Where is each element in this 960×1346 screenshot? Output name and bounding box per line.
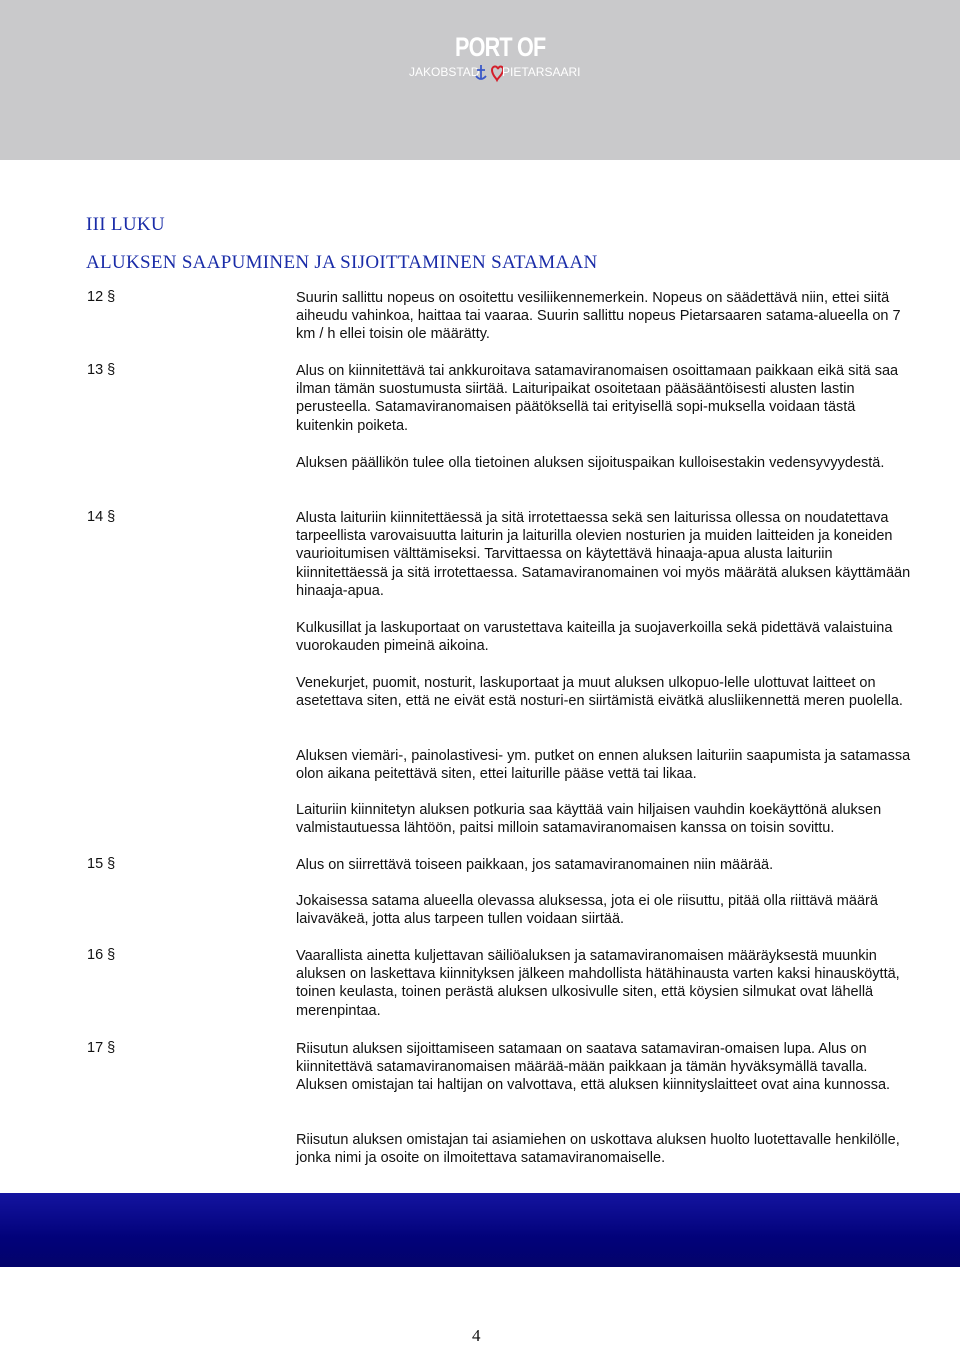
- paragraph: Laituriin kiinnitetyn aluksen potkuria saa käyttää vain hiljaisen vauhdin koekäyttönä aluksen valmistautuessa lähtöön, paitsi milloin satamaviranomaisen kanssa on toisin sovittu.: [296, 802, 882, 837]
- port-logo: [405, 32, 581, 88]
- paragraph: Riisutun aluksen sijoittamiseen satamaan on saatava satamaviran-omaisen lupa. Alus on kiinnitettävä satamaviranomaisen määrää-mään paikkaan ja tämän hyväksymällä tavalla. Aluksen omistajan tai haltijan on valvottava, että aluksen kiinnityslaitteet ovat aina kunnossa.: [296, 1041, 891, 1094]
- paragraph: Venekurjet, puomit, nosturit, laskuportaat ja muut aluksen ulkopuo-lelle ulottuvat laitteet on asetettava siten, että ne eivät estä nosturi-en siirtämistä eivätkä alusliikennettä meren puolella.: [296, 675, 903, 710]
- header-band: [0, 0, 960, 160]
- chapter-title: ALUKSEN SAAPUMINEN JA SIJOITTAMINEN SATAMAAN: [86, 252, 598, 273]
- paragraph: Suurin sallittu nopeus on osoitettu vesiliikennemerkein. Nopeus on säädettävä niin, ettei siitä aiheudu vahinkoa, haittaa tai vaaraa. Suurin sallittu nopeus Pietarsaaren satama-alueella on 7 km / h ellei toisin ole määrätty.: [296, 290, 901, 343]
- paragraph: Kulkusillat ja laskuportaat on varustettava kaiteilla ja suojaverkoilla sekä pidettävä valaistuina vuorokauden pimeinä aikoina.: [296, 620, 893, 655]
- section-number: 15 §: [87, 856, 116, 872]
- page-number: 4: [472, 1326, 481, 1345]
- section-number: 14 §: [87, 509, 116, 525]
- section-number: 16 §: [87, 947, 116, 963]
- logo-right-text: PIETARSAARI: [502, 65, 581, 79]
- section-number: 13 §: [87, 362, 116, 378]
- paragraph: Aluksen viemäri-, painolastivesi- ym. putket on ennen aluksen laituriin saapumista ja satamassa olon aikana peitettävä siten, ettei laiturille pääse vettä tai likaa.: [296, 748, 911, 783]
- footer-band: [0, 1193, 960, 1267]
- chapter-number: III LUKU: [86, 214, 165, 235]
- paragraph: Alusta laituriin kiinnitettäessä ja sitä irrotettaessa sekä sen laiturissa ollessa on noudatettava tarpeellista varovaisuutta laiturin ja laiturilla olevien nosturien ja muiden laitteiden ja koneiden vaurioitumisen välttämiseksi. Tarvittaessa on käytettävä hinaaja-apua alusta laituriin kiinnitettäessä ja sitä irrotettaessa. Satamaviranomainen voi myös määrätä aluksen käyttämään hinaaja-apua.: [296, 510, 911, 599]
- paragraph: Alus on kiinnitettävä tai ankkuroitava satamaviranomaisen osoittamaan paikkaan eikä sitä saa ilman tämän suostumusta siirtää. Laituripaikat osoitetaan pääsääntöisesti alusten lastin perusteella. Satamaviranomaisen päätöksellä tai erityisellä sopi-muksella voidaan tästä kuitenkin poiketa.: [296, 363, 899, 434]
- paragraph: Riisutun aluksen omistajan tai asiamiehen on uskottava aluksen huolto luotettavalle henkilölle, jonka nimi ja osoite on ilmoitettava satamaviranomaiselle.: [296, 1132, 900, 1167]
- paragraph: Jokaisessa satama alueella olevassa aluksessa, jota ei ole riisuttu, pitää olla riittävä määrä laivaväkeä, jotta alus tarpeen tullen voidaan siirtää.: [296, 893, 878, 928]
- logo-left-text: JAKOBSTAD: [409, 65, 480, 79]
- logo-title: PORT OF: [455, 32, 546, 62]
- paragraph: Aluksen päällikön tulee olla tietoinen aluksen sijoituspaikan kulloisestakin vedensyvyydestä.: [296, 455, 885, 471]
- paragraph: Alus on siirrettävä toiseen paikkaan, jos satamaviranomainen niin määrää.: [296, 857, 774, 873]
- anchor-heart-icon: [475, 62, 503, 84]
- paragraph: Vaarallista ainetta kuljettavan säiliöaluksen ja satamaviranomaisen määräyksestä muunkin aluksen on laskettava kiinnityksen jälkeen mahdollista hätähinausta varten kaksi hinausköyttä, toinen keulasta, toinen perästä aluksen ulkosivulle siten, että köysien silmukat ovat lähellä merenpintaa.: [296, 948, 900, 1019]
- section-number: 12 §: [87, 289, 116, 305]
- section-number: 17 §: [87, 1040, 116, 1056]
